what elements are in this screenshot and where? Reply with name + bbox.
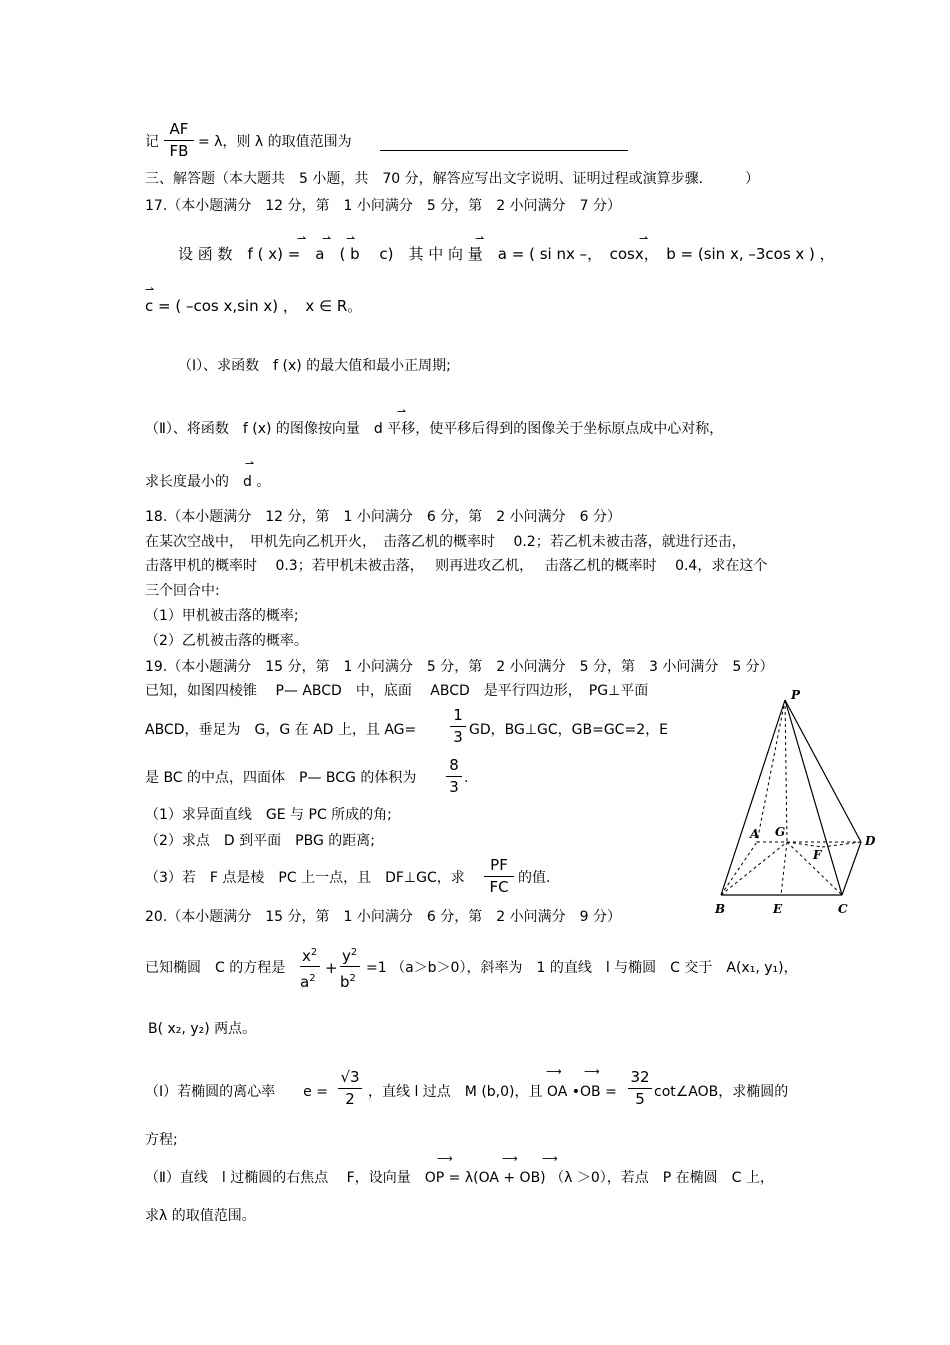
q19-sub2: （2）求点 D 到平面 PBG 的距离;	[145, 833, 375, 849]
q18-line3: 三个回合中:	[145, 583, 220, 599]
fraction-numerator: 1	[453, 706, 463, 724]
q20-heading: 20.（本小题满分 15 分，第 1 小问满分 6 分，第 2 小问满分 9 分）	[145, 909, 621, 925]
q20-part1-a: （Ⅰ）若椭圆的离心率 e =	[145, 1084, 328, 1100]
q20-part2-b: 求λ 的取值范围。	[145, 1208, 256, 1224]
vector-arrow-icon: ⟶	[584, 1065, 600, 1078]
ag-fraction	[450, 706, 466, 747]
vector-arrow-icon: ⇀	[475, 232, 485, 245]
vector-arrow-icon: ⟶	[546, 1065, 562, 1078]
fraction-denominator: 3	[449, 778, 459, 796]
answer-blank	[380, 149, 628, 151]
vector-arrow-icon: ⇀	[639, 232, 649, 245]
q19-sub3-b: 的值.	[518, 870, 551, 886]
fraction-numerator: 32	[630, 1068, 650, 1086]
q18-sub2: （2）乙机被击落的概率。	[145, 633, 308, 649]
q20-line1-a: 已知椭圆 C 的方程是	[145, 960, 286, 976]
label-F: F	[813, 848, 822, 862]
q18-heading: 18.（本小题满分 12 分，第 1 小问满分 6 分，第 2 小问满分 6 分）	[145, 509, 621, 525]
q17-part1: （Ⅰ）、求函数 f (x) 的最大值和最小正周期;	[178, 358, 451, 374]
label-A: A	[750, 827, 760, 841]
q19-line3-a: 是 BC 的中点，四面体 P— BCG 的体积为	[145, 770, 417, 786]
q20-line2: B( x₂, y₂) 两点。	[148, 1021, 257, 1037]
label-C: C	[838, 902, 848, 916]
q19-line1: 已知，如图四棱锥 P— ABCD 中，底面 ABCD 是平行四边形， PG⊥平面	[145, 683, 649, 699]
q17-part2: （Ⅱ）、将函数 f (x) 的图像按向量 d 平移，使平移后得到的图像关于坐标原点成中心对称，	[145, 421, 724, 437]
q19-line2-a: ABCD，垂足为 G，G 在 AD 上，且 AG=	[145, 722, 417, 738]
fraction-numerator: PF	[490, 856, 508, 874]
label-E: E	[773, 902, 783, 916]
top-prefix: 记	[145, 134, 159, 150]
volume-fraction	[446, 756, 462, 797]
vector-arrow-icon: ⇀	[145, 283, 155, 296]
fraction-denominator: 3	[453, 728, 463, 746]
fraction-denominator: 2	[345, 1090, 355, 1108]
q20-line1-b: =1 （a＞b＞0），斜率为 1 的直线 l 与椭圆 C 交于 A(x₁, y₁)，	[366, 960, 798, 976]
fraction-denominator: FC	[489, 878, 509, 896]
q18-line1: 在某次空战中， 甲机先向乙机开火， 击落乙机的概率时 0.2；若乙机未被击落，就进行还击，	[145, 534, 746, 550]
q19-sub1: （1）求异面直线 GE 与 PC 所成的角;	[145, 807, 392, 823]
q17-line1: 设 函 数 f ( x) = a ( b c) 其 中 向 量 a = ( si nx –， cosx， b = (sin x, –3cos x ) ，	[178, 245, 835, 263]
af-fb-fraction	[164, 120, 194, 161]
q19-line3-b: .	[464, 770, 469, 786]
label-D: D	[865, 834, 876, 848]
label-G: G	[775, 825, 786, 839]
q20-part2-a: （Ⅱ）直线 l 过椭圆的右焦点 F，设向量 OP = λ(OA + OB) （λ ＞0），若点 P 在椭圆 C 上，	[145, 1170, 774, 1186]
q19-line2-b: GD，BG⊥GC，GB=GC=2，E	[469, 722, 668, 738]
label-P: P	[791, 688, 801, 702]
fraction-numerator: AF	[169, 120, 189, 138]
fraction-denominator: 5	[635, 1090, 645, 1108]
q17-part3: 求长度最小的 d 。	[145, 474, 271, 490]
q18-line2: 击落甲机的概率时 0.3；若甲机未被击落， 则再进攻乙机， 击落乙机的概率时 0.4，求在这个	[145, 558, 768, 574]
vector-arrow-icon: ⇀	[322, 232, 332, 245]
q20-part1-b: ，直线 l 过点 M (b,0)，且 OA •OB =	[368, 1084, 617, 1100]
fraction-numerator: √3	[340, 1068, 360, 1086]
q20-part1-c: cot∠AOB，求椭圆的	[654, 1084, 789, 1100]
cot-coefficient-fraction	[628, 1068, 652, 1109]
label-B: B	[715, 902, 726, 916]
pf-fc-fraction	[484, 856, 514, 897]
fraction-numerator: 8	[449, 756, 459, 774]
vector-arrow-icon: ⟶	[437, 1152, 453, 1165]
ellipse-plus: +	[325, 959, 338, 977]
vector-arrow-icon: ⟶	[542, 1152, 558, 1165]
fraction-denominator: FB	[169, 142, 189, 160]
pyramid-figure	[705, 685, 885, 920]
q19-heading: 19.（本小题满分 15 分，第 1 小问满分 5 分，第 2 小问满分 5 分，第 3 小问满分 5 分）	[145, 659, 774, 675]
top-equation: = λ，则 λ 的取值范围为	[198, 134, 352, 150]
vector-arrow-icon: ⟶	[502, 1152, 518, 1165]
q17-heading: 17.（本小题满分 12 分，第 1 小问满分 5 分，第 2 小问满分 7 分）	[145, 198, 621, 214]
vector-arrow-icon: ⇀	[297, 232, 307, 245]
q18-sub1: （1）甲机被击落的概率;	[145, 608, 299, 624]
q20-part1-d: 方程;	[145, 1132, 178, 1148]
vector-arrow-icon: ⇀	[346, 232, 356, 245]
vector-arrow-icon: ⇀	[397, 405, 407, 418]
q17-line2: c = ( –cos x,sin x) ， x ∈ R。	[145, 297, 363, 315]
vector-arrow-icon: ⇀	[245, 457, 255, 470]
q19-sub3-a: （3）若 F 点是棱 PC 上一点，且 DF⊥GC，求	[145, 870, 465, 886]
eccentricity-fraction	[338, 1068, 362, 1109]
section-3-heading: 三、解答题（本大题共 5 小题，共 70 分，解答应写出文字说明、证明过程或演算步骤. ）	[145, 171, 760, 187]
